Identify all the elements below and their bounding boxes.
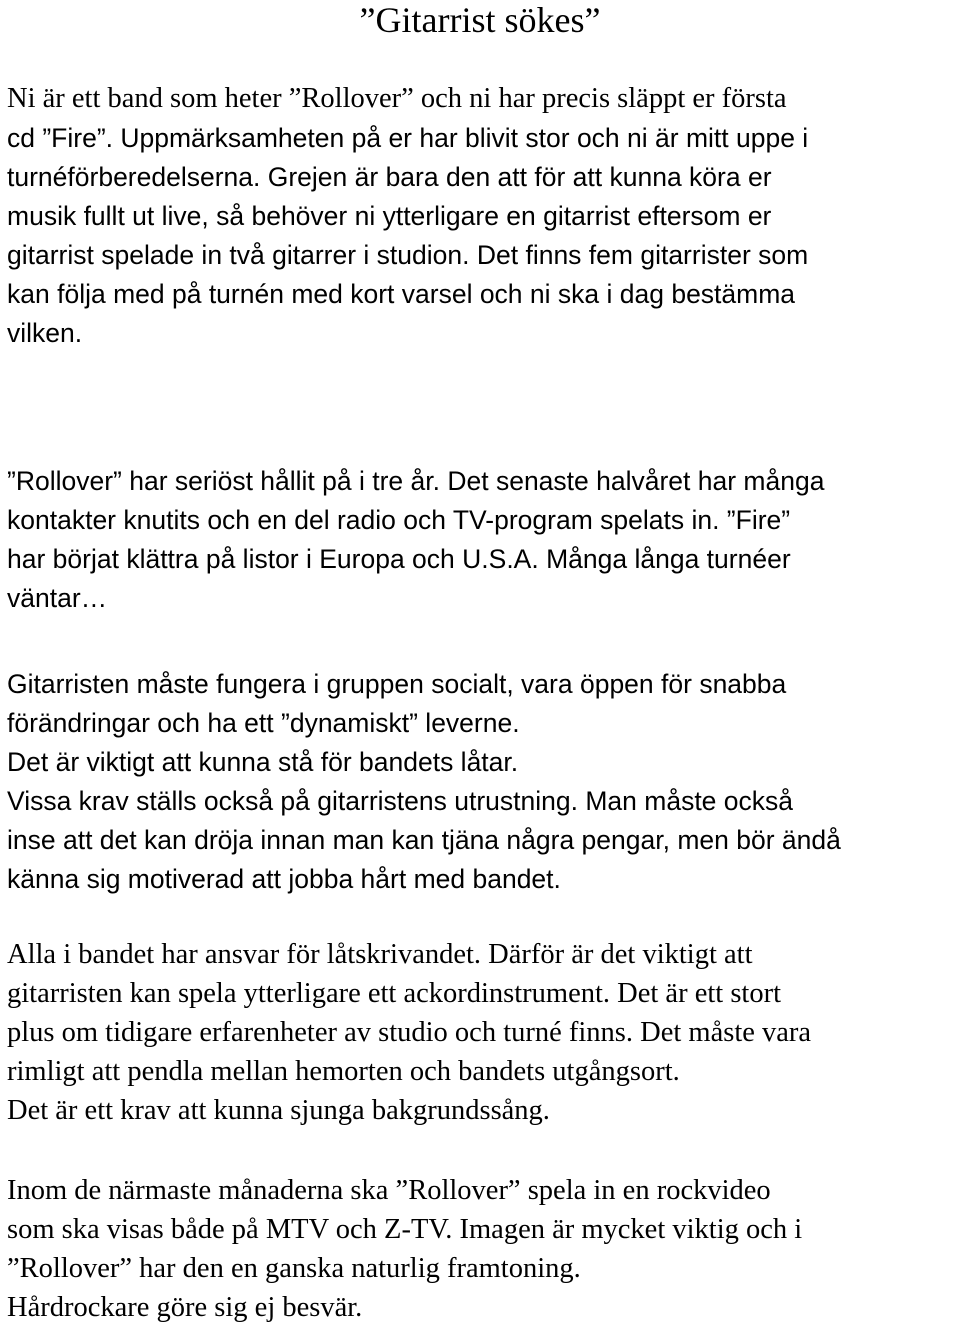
paragraph-2-line-4: väntar… [7, 583, 108, 613]
paragraph-3-line-3: Det är viktigt att kunna stå för bandets låtar. [7, 747, 519, 777]
paragraph-4-line-4: rimligt att pendla mellan hemorten och bandets utgångsort. [7, 1056, 680, 1087]
paragraph-5-line-3: ”Rollover” har den en ganska naturlig framtoning. [7, 1253, 581, 1284]
paragraph-1-line-1: Ni är ett band som heter ”Rollover” och ni har precis släppt er första [7, 83, 787, 114]
page-title: ”Gitarrist sökes” [359, 0, 601, 40]
paragraph-3-line-5: inse att det kan dröja innan man kan tjäna några pengar, men bör ändå [7, 825, 841, 855]
paragraph-1-line-6: kan följa med på turnén med kort varsel och ni ska i dag bestämma [7, 279, 796, 309]
paragraph-5-line-1: Inom de närmaste månaderna ska ”Rollover” spela in en rockvideo [7, 1175, 771, 1206]
paragraph-1-line-3: turnéförberedelserna. Grejen är bara den att för att kunna köra er [7, 162, 772, 192]
paragraph-1-line-5: gitarrist spelade in två gitarrer i studion. Det finns fem gitarrister som [7, 240, 809, 270]
paragraph-3-line-6: känna sig motiverad att jobba hårt med bandet. [7, 864, 561, 894]
paragraph-4-line-5: Det är ett krav att kunna sjunga bakgrundssång. [7, 1095, 550, 1126]
paragraph-1-line-2: cd ”Fire”. Uppmärksamheten på er har blivit stor och ni är mitt uppe i [7, 123, 809, 153]
paragraph-3-line-4: Vissa krav ställs också på gitarristens utrustning. Man måste också [7, 786, 794, 816]
paragraph-4-line-2: gitarristen kan spela ytterligare ett ackordinstrument. Det är ett stort [7, 978, 781, 1009]
paragraph-1-line-4: musik fullt ut live, så behöver ni ytterligare en gitarrist eftersom er [7, 201, 772, 231]
paragraph-3-line-2: förändringar och ha ett ”dynamiskt” leverne. [7, 708, 520, 738]
paragraph-4-line-3: plus om tidigare erfarenheter av studio och turné finns. Det måste vara [7, 1017, 812, 1048]
paragraph-2-line-1: ”Rollover” har seriöst hållit på i tre år. Det senaste halvåret har många [7, 466, 825, 496]
paragraph-5-line-4: Hårdrockare göre sig ej besvär. [7, 1292, 363, 1323]
paragraph-1-line-7: vilken. [7, 318, 83, 348]
paragraph-2-line-3: har börjat klättra på listor i Europa och U.S.A. Många långa turnéer [7, 544, 791, 574]
paragraph-5-line-2: som ska visas både på MTV och Z-TV. Imagen är mycket viktig och i [7, 1214, 803, 1245]
paragraph-2-line-2: kontakter knutits och en del radio och TV-program spelats in. ”Fire” [7, 505, 791, 535]
paragraph-3-line-1: Gitarristen måste fungera i gruppen socialt, vara öppen för snabba [7, 669, 787, 699]
paragraph-4-line-1: Alla i bandet har ansvar för låtskrivandet. Därför är det viktigt att [7, 939, 753, 970]
